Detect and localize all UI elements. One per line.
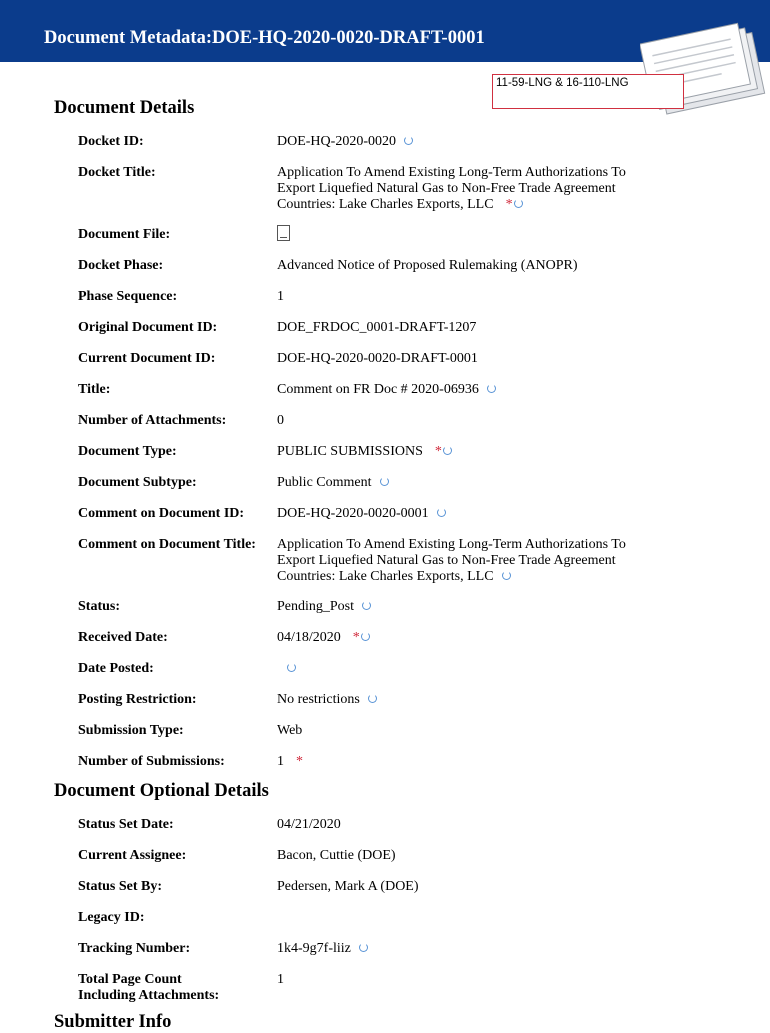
label-number-of-submissions: Number of Submissions: xyxy=(78,754,225,769)
value-number-of-submissions xyxy=(277,754,677,770)
label-number-of-attachments: Number of Attachments: xyxy=(78,413,227,428)
total-page-count-label-line2: Including Attachments: xyxy=(78,988,220,1003)
label-received-date: Received Date: xyxy=(78,630,168,645)
file-icon[interactable] xyxy=(277,225,290,241)
section-title-submitter-info: Submitter Info xyxy=(54,1012,172,1032)
label-date-posted: Date Posted: xyxy=(78,661,154,676)
label-legacy-id: Legacy ID: xyxy=(78,910,145,925)
value-document-subtype xyxy=(277,475,677,491)
label-tracking-number: Tracking Number: xyxy=(78,941,191,956)
label-submission-type: Submission Type: xyxy=(78,723,184,738)
required-star: * xyxy=(505,197,513,212)
label-docket-id: Docket ID: xyxy=(78,134,144,149)
value-current-document-id: DOE-HQ-2020-0020-DRAFT-0001 xyxy=(277,351,478,366)
total-page-count-label-line1: Total Page Count xyxy=(78,972,182,987)
required-star: * xyxy=(296,754,303,769)
label-comment-on-document-id: Comment on Document ID: xyxy=(78,506,245,521)
document-type-text: PUBLIC SUBMISSIONS xyxy=(277,444,423,459)
refresh-icon[interactable] xyxy=(404,136,413,145)
label-document-file: Document File: xyxy=(78,227,171,242)
label-docket-title: Docket Title: xyxy=(78,165,156,180)
value-phase-sequence: 1 xyxy=(277,289,284,304)
refresh-icon[interactable] xyxy=(287,663,296,672)
refresh-icon[interactable] xyxy=(437,508,446,517)
docket-title-text: Application To Amend Existing Long-Term Authorizations To Export Liquefied Natural Gas to Non-Free Trade Agreement Countries: Lake Charles Exports, LLC xyxy=(277,165,626,212)
docket-number-text: 11-59-LNG & 16-110-LNG xyxy=(496,77,629,89)
refresh-icon[interactable] xyxy=(514,199,523,208)
title-text: Comment on FR Doc # 2020-06936 xyxy=(277,382,479,397)
label-document-subtype: Document Subtype: xyxy=(78,475,197,490)
label-current-document-id: Current Document ID: xyxy=(78,351,216,366)
value-docket-id xyxy=(277,134,677,150)
value-tracking-number xyxy=(277,941,677,957)
value-comment-on-document-title xyxy=(277,537,667,585)
tracking-number-text: 1k4-9g7f-liiz xyxy=(277,941,351,956)
value-date-posted xyxy=(277,661,677,677)
comment-on-document-title-text: Application To Amend Existing Long-Term Authorizations To Export Liquefied Natural Gas to Non-Free Trade Agreement Countries: Lake Charles Exports, LLC xyxy=(277,537,626,584)
value-status-set-by: Pedersen, Mark A (DOE) xyxy=(277,879,419,894)
refresh-icon[interactable] xyxy=(361,632,370,641)
section-title-document-details: Document Details xyxy=(54,98,195,118)
label-comment-on-document-title: Comment on Document Title: xyxy=(78,537,256,552)
label-current-assignee: Current Assignee: xyxy=(78,848,187,863)
label-document-type: Document Type: xyxy=(78,444,177,459)
refresh-icon[interactable] xyxy=(359,943,368,952)
comment-on-document-id-text: DOE-HQ-2020-0020-0001 xyxy=(277,506,429,521)
value-current-assignee: Bacon, Cuttie (DOE) xyxy=(277,848,396,863)
value-comment-on-document-id xyxy=(277,506,677,522)
value-status xyxy=(277,599,677,615)
value-original-document-id: DOE_FRDOC_0001-DRAFT-1207 xyxy=(277,320,477,335)
required-star: * xyxy=(352,630,360,645)
status-text: Pending_Post xyxy=(277,599,355,614)
value-document-file xyxy=(277,225,677,246)
value-status-set-date: 04/21/2020 xyxy=(277,817,341,832)
value-total-page-count: 1 xyxy=(277,972,284,987)
page-title: Document Metadata:DOE-HQ-2020-0020-DRAFT-0001 xyxy=(44,28,485,48)
docket-id-text: DOE-HQ-2020-0020 xyxy=(277,134,396,149)
refresh-icon[interactable] xyxy=(362,601,371,610)
value-number-of-attachments: 0 xyxy=(277,413,284,428)
label-status: Status: xyxy=(78,599,121,614)
value-received-date xyxy=(277,630,677,646)
label-status-set-by: Status Set By: xyxy=(78,879,163,894)
value-title xyxy=(277,382,677,398)
value-document-type xyxy=(277,444,677,460)
required-star: * xyxy=(434,444,442,459)
received-date-text: 04/18/2020 xyxy=(277,630,341,645)
label-docket-phase: Docket Phase: xyxy=(78,258,164,273)
refresh-icon[interactable] xyxy=(487,384,496,393)
refresh-icon[interactable] xyxy=(368,694,377,703)
label-total-page-count xyxy=(78,972,219,1004)
value-submission-type: Web xyxy=(277,723,303,738)
value-posting-restriction xyxy=(277,692,677,708)
label-original-document-id: Original Document ID: xyxy=(78,320,218,335)
value-docket-phase: Advanced Notice of Proposed Rulemaking (ANOPR) xyxy=(277,258,578,273)
refresh-icon[interactable] xyxy=(443,446,452,455)
refresh-icon[interactable] xyxy=(502,571,511,580)
number-of-submissions-text: 1 xyxy=(277,754,284,769)
document-subtype-text: Public Comment xyxy=(277,475,372,490)
label-phase-sequence: Phase Sequence: xyxy=(78,289,178,304)
refresh-icon[interactable] xyxy=(380,477,389,486)
label-status-set-date: Status Set Date: xyxy=(78,817,174,832)
posting-restriction-text: No restrictions xyxy=(277,692,360,707)
docket-number-box[interactable] xyxy=(492,74,684,109)
section-title-optional-details: Document Optional Details xyxy=(54,781,269,801)
value-docket-title xyxy=(277,165,667,213)
label-posting-restriction: Posting Restriction: xyxy=(78,692,197,707)
label-title: Title: xyxy=(78,382,111,397)
